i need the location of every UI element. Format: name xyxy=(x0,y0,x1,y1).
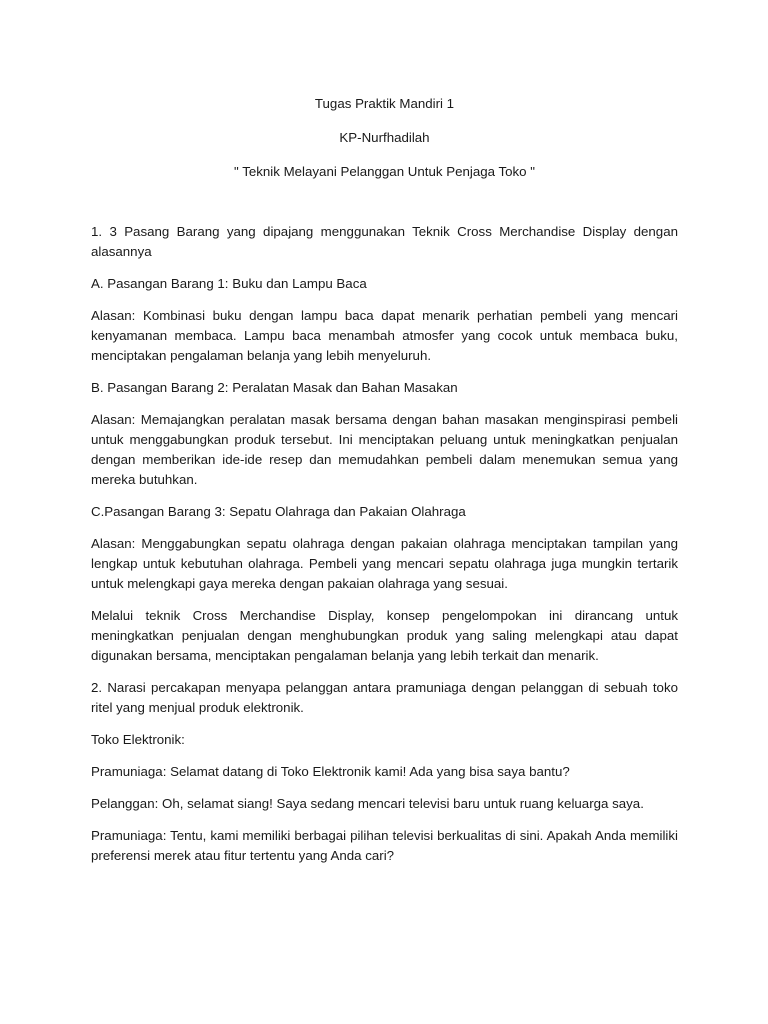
document-topic: " Teknik Melayani Pelanggan Untuk Penjaga Toko " xyxy=(234,164,535,179)
question-1-heading: 1. 3 Pasang Barang yang dipajang menggunakan Teknik Cross Merchandise Display dengan alasannya xyxy=(91,224,678,259)
pair-1-reason: Alasan: Kombinasi buku dengan lampu baca dapat menarik perhatian pembeli yang mencari kenyamanan membaca. Lampu baca menambah atmosfer yang cocok untuk membaca buku, menciptakan pengalaman belanja yang lebih menyeluruh. xyxy=(91,308,678,363)
document-title: Tugas Praktik Mandiri 1 xyxy=(314,96,455,111)
pair-2-heading: B. Pasangan Barang 2: Peralatan Masak dan Bahan Masakan xyxy=(91,380,458,395)
dialogue-line-1: Pramuniaga: Selamat datang di Toko Elektronik kami! Ada yang bisa saya bantu? xyxy=(91,764,570,779)
store-label: Toko Elektronik: xyxy=(91,732,185,747)
pair-1-heading: A. Pasangan Barang 1: Buku dan Lampu Baca xyxy=(91,276,367,291)
question-2-heading: 2. Narasi percakapan menyapa pelanggan antara pramuniaga dengan pelanggan di sebuah toko ritel yang menjual produk elektronik. xyxy=(91,680,678,715)
document-page xyxy=(91,94,678,878)
dialogue-line-3: Pramuniaga: Tentu, kami memiliki berbagai pilihan televisi berkualitas di sini. Apakah Anda memiliki preferensi merek atau fitur tertentu yang Anda cari? xyxy=(91,828,678,863)
conclusion-paragraph: Melalui teknik Cross Merchandise Display, konsep pengelompokan ini dirancang untuk meningkatkan penjualan dengan menghubungkan produk yang saling melengkapi atau dapat digunakan bersama, menciptakan pengalaman belanja yang lebih terkait dan menarik. xyxy=(91,608,678,663)
pair-3-heading: C.Pasangan Barang 3: Sepatu Olahraga dan Pakaian Olahraga xyxy=(91,504,466,519)
dialogue-line-2: Pelanggan: Oh, selamat siang! Saya sedang mencari televisi baru untuk ruang keluarga saya. xyxy=(91,796,644,811)
pair-3-reason: Alasan: Menggabungkan sepatu olahraga dengan pakaian olahraga menciptakan tampilan yang lengkap untuk kebutuhan olahraga. Pembeli yang mencari sepatu olahraga juga mungkin tertarik untuk melengkapi gaya mereka dengan pakaian olahraga yang sesuai. xyxy=(91,536,678,591)
document-author: KP-Nurfhadilah xyxy=(339,130,430,145)
pair-2-reason: Alasan: Memajangkan peralatan masak bersama dengan bahan masakan menginspirasi pembeli untuk menggabungkan produk tersebut. Ini menciptakan peluang untuk meningkatkan penjualan dengan memberikan ide-ide resep dan memudahkan pembeli dalam menemukan semua yang mereka butuhkan. xyxy=(91,412,678,487)
